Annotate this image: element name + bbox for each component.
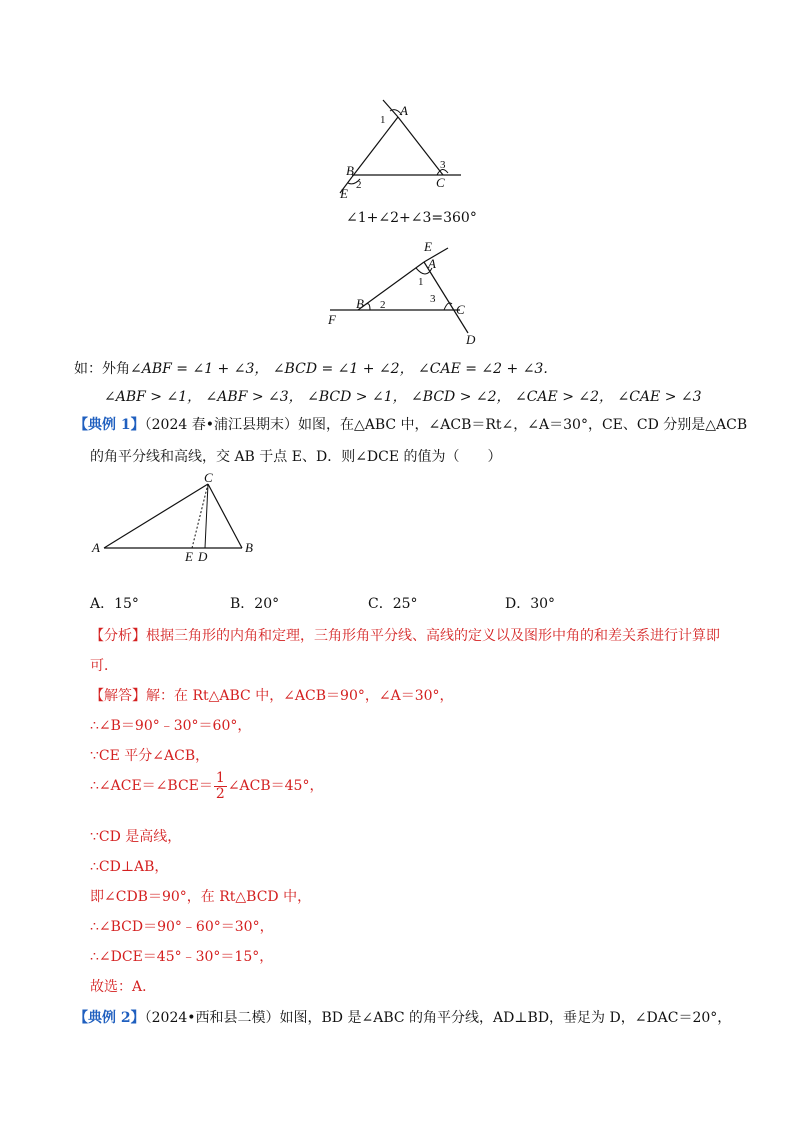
fig1-label-a: A — [400, 103, 408, 118]
analysis-text-line1: 根据三角形的内角和定理，三角形角平分线、高线的定义以及图形中角的和差关系进行计算即 — [146, 628, 720, 644]
example-1-text-line1: （2024 春•浦江县期末）如图，在△ABC 中，∠ACB＝Rt∠，∠A＝30°，CE、CD 分别是△ACB — [144, 417, 748, 433]
fraction-one-half — [214, 771, 227, 801]
analysis-line2: 可． — [90, 658, 118, 674]
fig2-label-a: A — [428, 256, 436, 271]
fig1-label-b: B — [346, 163, 354, 178]
option-b[interactable]: B．20° — [230, 596, 280, 612]
solution-step-4: ∴CD⊥AB， — [90, 859, 169, 875]
fraction-numerator: 1 — [215, 770, 225, 786]
example-2-tag: 【典例 2】 — [74, 1010, 145, 1026]
fig2-label-d: D — [466, 332, 476, 347]
fig2-label-b: B — [356, 296, 364, 311]
solution-fraction-line — [90, 771, 323, 801]
solution-step-7: ∴∠DCE＝45°﹣30°＝15°， — [90, 949, 274, 965]
analysis-line1 — [90, 625, 720, 645]
example-1-tag: 【典例 1】 — [74, 417, 145, 433]
fig1-caption: ∠1+∠2+∠3=360° — [346, 210, 477, 226]
solution-tag: 【解答】 — [90, 688, 146, 704]
example-1-question-line1 — [74, 414, 747, 434]
fig1-angle-3: 3 — [440, 159, 446, 171]
solution-line1 — [90, 685, 454, 705]
solution-step-6: ∴∠BCD＝90°﹣60°＝30°， — [90, 919, 274, 935]
fig1-angle-1: 1 — [380, 114, 386, 126]
fraction-denominator: 2 — [215, 786, 225, 802]
example-2-text-line1: （2024•西和县二模）如图，BD 是∠ABC 的角平分线，AD⊥BD，垂足为 D，∠DAC＝20°， — [144, 1010, 732, 1026]
exterior-angle-inequalities: ∠ABF > ∠1， ∠ABF > ∠3， ∠BCD > ∠1， ∠BCD > ∠2， ∠CAE > ∠2， ∠CAE > ∠3 — [104, 389, 702, 405]
example-1-figure — [88, 470, 268, 565]
fig1-angle-2: 2 — [356, 179, 362, 191]
example-1-question-line2: 的角平分线和高线，交 AB 于点 E、D．则∠DCE 的值为（ ） — [90, 449, 502, 465]
analysis-tag: 【分析】 — [90, 628, 146, 644]
para1-text: ∠ABF = ∠1 + ∠3， ∠BCD = ∠1 + ∠2， ∠CAE = ∠2 + ∠3. — [130, 361, 548, 377]
fraction-prefix: ∴∠ACE＝∠BCE＝ — [90, 778, 213, 794]
example-2-question-line1 — [74, 1007, 731, 1027]
figure-1-triangle — [330, 95, 470, 205]
fig2-angle-3: 3 — [430, 293, 436, 305]
fraction-suffix: ∠ACB＝45°， — [227, 778, 324, 794]
option-a[interactable]: A．15° — [90, 596, 139, 612]
ex1-label-c: C — [204, 470, 213, 485]
para1-prefix: 如：外角 — [74, 361, 130, 377]
ex1-label-b: B — [245, 540, 253, 555]
fig1-label-e: E — [340, 186, 348, 201]
figure-2-triangle — [320, 238, 480, 348]
solution-step-1: ∴∠B＝90°﹣30°＝60°， — [90, 718, 252, 734]
fig2-angle-2: 2 — [380, 299, 386, 311]
fig1-label-c: C — [436, 175, 445, 190]
solution-step-2: ∵CE 平分∠ACB， — [90, 748, 210, 764]
fig2-label-f: F — [328, 312, 336, 327]
fig2-angle-1: 1 — [418, 276, 424, 288]
solution-answer: 故选：A． — [90, 979, 157, 995]
solution-step-5: 即∠CDB＝90°，在 Rt△BCD 中， — [90, 889, 312, 905]
ex1-label-e: E — [185, 549, 193, 564]
option-c[interactable]: C．25° — [368, 596, 418, 612]
option-d[interactable]: D．30° — [505, 596, 556, 612]
exterior-angle-equalities — [74, 358, 548, 378]
fig2-label-e: E — [424, 239, 432, 254]
ex1-label-d: D — [198, 549, 208, 564]
solution-step-3: ∵CD 是高线， — [90, 829, 182, 845]
solution-text-first: 解：在 Rt△ABC 中，∠ACB＝90°，∠A＝30°， — [146, 688, 454, 704]
fig2-label-c: C — [456, 302, 465, 317]
ex1-label-a: A — [92, 540, 100, 555]
